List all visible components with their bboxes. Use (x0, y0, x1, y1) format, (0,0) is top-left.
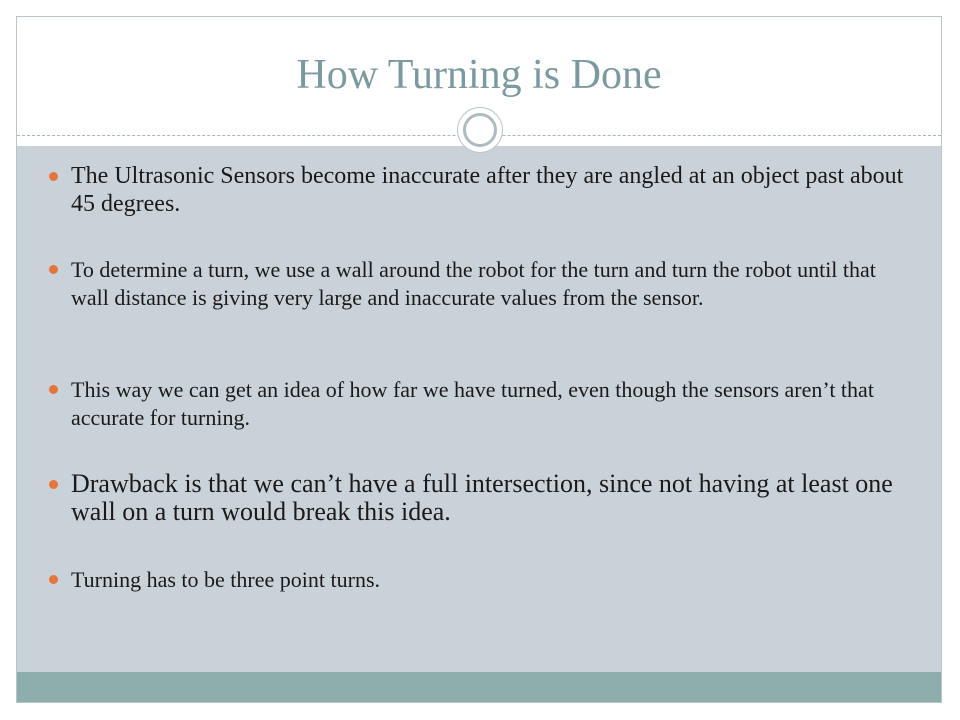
bullet-dot-icon (49, 385, 58, 394)
slide-title: How Turning is Done (296, 52, 662, 98)
ring-inner (463, 113, 497, 147)
bullet-text: The Ultrasonic Sensors become inaccurate after they are angled at an object past about 45 degrees. (71, 163, 904, 217)
bullet-dot-icon (49, 575, 58, 584)
bullet-text: To determine a turn, we use a wall around the robot for the turn and turn the robot until that wall distance is giving very large and inaccurate values from the sensor. (71, 257, 876, 310)
bullet-item (71, 162, 911, 218)
bullet-text: Drawback is that we can’t have a full intersection, since not having at least one wall on a turn would break this idea. (71, 469, 893, 526)
bullet-text: This way we can get an idea of how far we have turned, even though the sensors aren’t that accurate for turning. (71, 377, 874, 430)
bullet-item (71, 470, 911, 526)
bullet-item (71, 376, 911, 432)
footer-band (17, 672, 941, 703)
bullet-item (71, 256, 911, 312)
bullet-text: Turning has to be three point turns. (71, 567, 380, 592)
bullet-item (71, 566, 911, 594)
bullet-dot-icon (49, 480, 58, 489)
slide (16, 16, 942, 703)
bullet-dot-icon (49, 265, 58, 274)
bullet-dot-icon (49, 172, 58, 181)
ring-icon (457, 107, 503, 153)
